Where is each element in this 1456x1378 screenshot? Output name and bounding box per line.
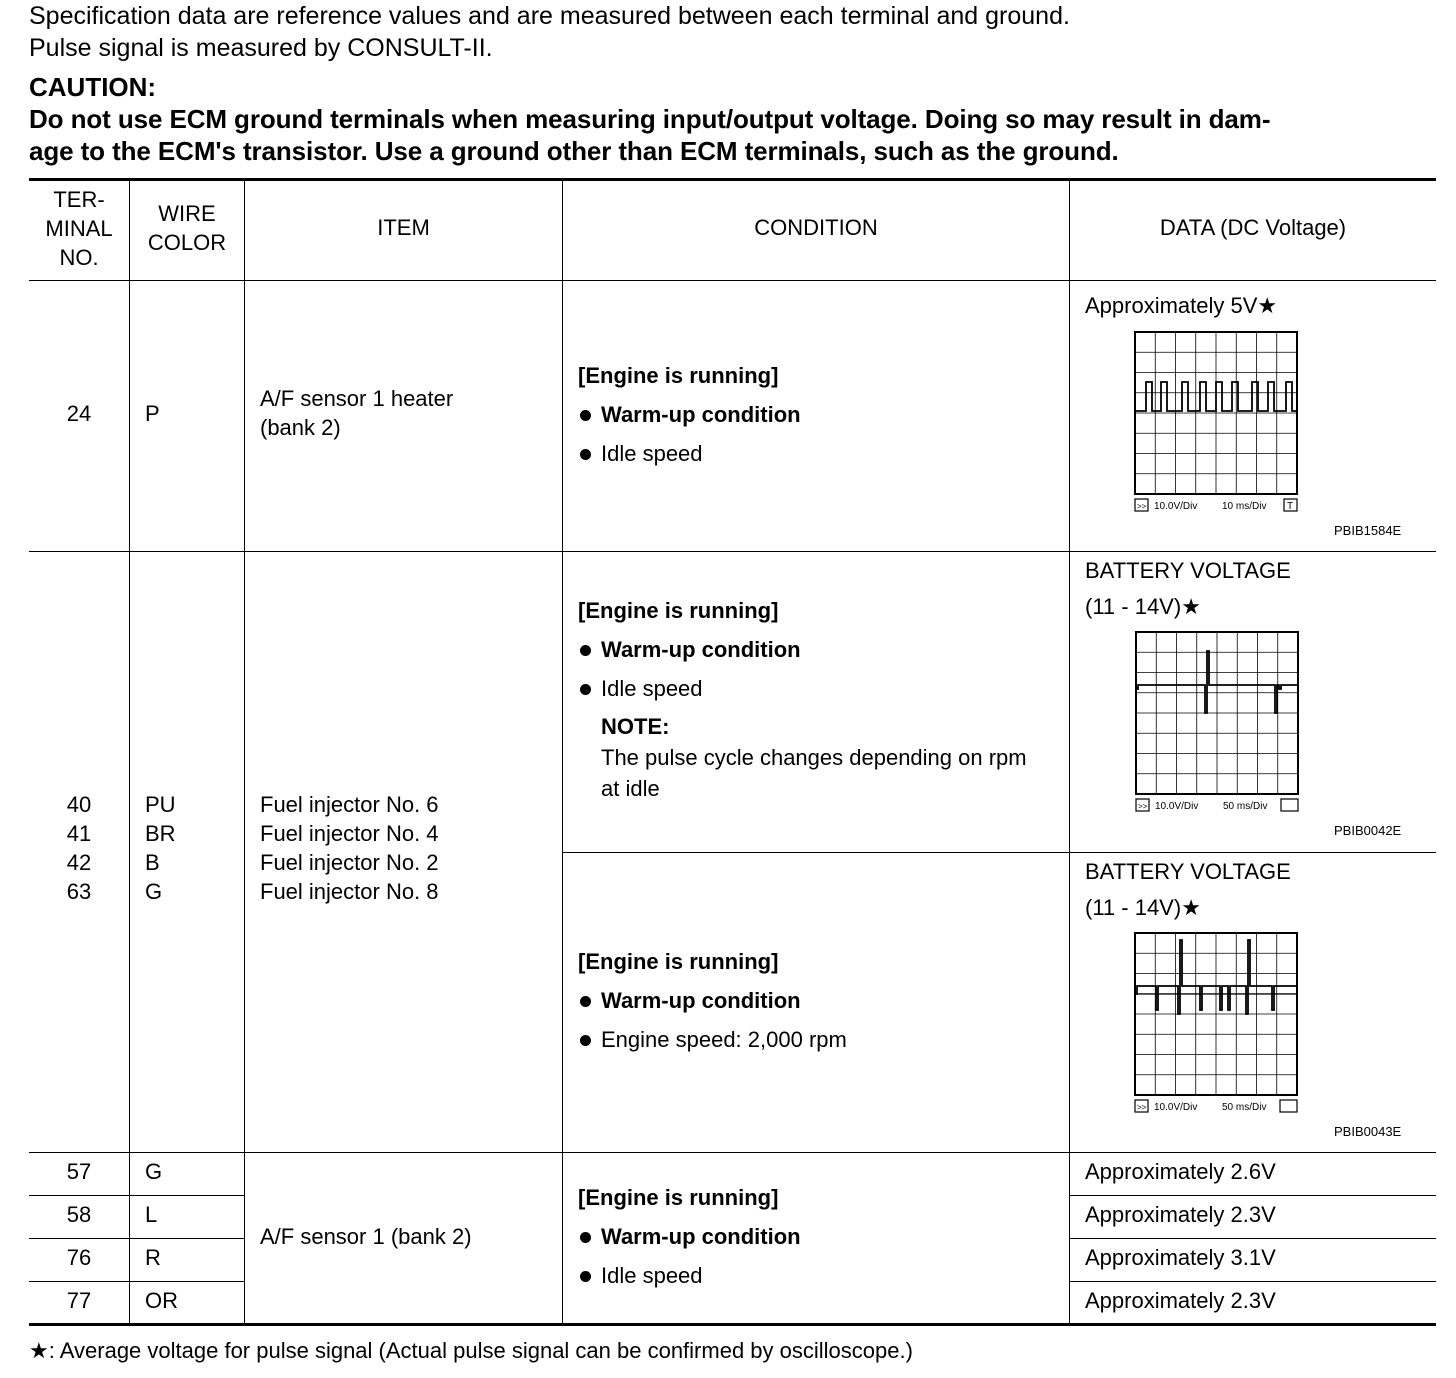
header-data: DATA (DC Voltage) [1159, 215, 1347, 240]
line-rule [29, 1238, 245, 1239]
scope-time: 50 ms/Div [1223, 801, 1268, 812]
wire-color: P [145, 401, 160, 426]
note-title: NOTE: [601, 714, 670, 739]
scope-scale: 10.0V/Div [1155, 801, 1199, 812]
star-icon: ★ [1181, 895, 1201, 920]
wire-color: B [145, 850, 160, 875]
wire-color: PU [145, 792, 176, 817]
figure-code: PBIB1584E [1334, 523, 1402, 538]
data-value: Approximately 2.6V [1085, 1159, 1276, 1184]
star-icon: ★ [1257, 293, 1278, 318]
item-af-sensor: A/F sensor 1 (bank 2) [260, 1224, 472, 1249]
sub-row-rule [562, 852, 1436, 853]
header-terminal-l2: MINAL [45, 216, 113, 241]
data-value [1085, 857, 1291, 922]
row-rule [29, 551, 1436, 552]
condition-block [578, 947, 847, 1054]
condition-title: [Engine is running] [578, 363, 779, 388]
oscilloscope-waveform-2000rpm [1134, 932, 1299, 1114]
data-text: (11 - 14V) [1085, 895, 1182, 920]
terminal-40: 40 [66, 792, 92, 817]
column-rule [562, 178, 563, 1324]
terminal-24: 24 [66, 401, 92, 426]
condition-bullet: Idle speed [578, 674, 1027, 703]
data-value: Approximately 3.1V [1085, 1245, 1276, 1270]
header-wire-l2: COLOR [147, 230, 227, 255]
condition-title: [Engine is running] [578, 598, 779, 623]
header-item: ITEM [377, 215, 430, 240]
condition-bullet: Engine speed: 2,000 rpm [578, 1025, 847, 1054]
wire-color: L [145, 1202, 158, 1227]
scope-mark: T [1287, 501, 1294, 512]
data-text: (11 - 14V) [1085, 594, 1182, 619]
figure-code: PBIB0042E [1334, 823, 1402, 838]
figure-code: PBIB0043E [1334, 1124, 1402, 1139]
condition-bullet: Idle speed [578, 1261, 801, 1290]
data-value: Approximately 2.3V [1085, 1288, 1276, 1313]
scope-time: 50 ms/Div [1222, 1102, 1267, 1113]
condition-bullet: Warm-up condition [578, 635, 1027, 664]
table-bottom-rule [29, 1323, 1436, 1326]
data-text: BATTERY VOLTAGE [1085, 558, 1291, 583]
intro [29, 0, 1449, 167]
terminal-57: 57 [66, 1159, 92, 1184]
header-terminal [29, 185, 129, 272]
condition-bullet: Warm-up condition [578, 986, 847, 1015]
item-injector: Fuel injector No. 4 [260, 821, 439, 846]
data-value [1085, 291, 1277, 320]
table-top-rule [29, 178, 1436, 181]
condition-title: [Engine is running] [578, 949, 779, 974]
terminal-41: 41 [66, 821, 92, 846]
note-text: The pulse cycle changes depending on rpm [601, 745, 1027, 770]
condition-bullet: Warm-up condition [578, 1222, 801, 1251]
item-injector: Fuel injector No. 6 [260, 792, 439, 817]
items-injector [260, 790, 439, 906]
wire-color: G [145, 1159, 163, 1184]
header-wire-color [130, 199, 244, 257]
data-value [1085, 556, 1291, 621]
terminal-42: 42 [66, 850, 92, 875]
column-rule [129, 178, 130, 1324]
scope-scale: 10.0V/Div [1154, 501, 1198, 512]
terminal-76: 76 [66, 1245, 92, 1270]
condition-bullet: Idle speed [578, 439, 801, 468]
row-rule [29, 1152, 1436, 1153]
star-icon: ★ [1181, 594, 1201, 619]
header-terminal-l3: NO. [59, 245, 99, 270]
line-rule [29, 1281, 245, 1282]
wire-color: R [145, 1245, 161, 1270]
oscilloscope-waveform-24 [1134, 331, 1299, 513]
column-rule [1069, 178, 1070, 1324]
terminal-63: 63 [66, 879, 92, 904]
wire-color: BR [145, 821, 176, 846]
condition-block [578, 596, 1027, 803]
scope-scale: 10.0V/Div [1154, 1102, 1198, 1113]
header-rule [29, 280, 1436, 281]
line-rule [1069, 1195, 1436, 1196]
item-af-heater [260, 384, 453, 442]
item-injector: Fuel injector No. 8 [260, 879, 439, 904]
header-condition: CONDITION [754, 215, 878, 240]
wires-injector [145, 790, 176, 906]
item-injector: Fuel injector No. 2 [260, 850, 439, 875]
wire-color: G [145, 879, 163, 904]
caution-title: CAUTION: [29, 72, 157, 102]
data-value: Approximately 2.3V [1085, 1202, 1276, 1227]
condition-block [578, 1183, 801, 1290]
svg-text:>>: >> [1137, 1103, 1147, 1112]
pulse-note: Pulse signal is measured by CONSULT-II. [29, 34, 493, 62]
item-l1: A/F sensor 1 heater [260, 386, 454, 411]
terminal-table [29, 178, 1436, 1326]
spec-note: Specification data are reference values and are measured between each terminal and ground. [29, 2, 1070, 30]
svg-text:>>: >> [1137, 502, 1147, 511]
wire-color: OR [145, 1288, 178, 1313]
condition-title: [Engine is running] [578, 1185, 779, 1210]
column-rule [244, 178, 245, 1324]
item-l2: (bank 2) [260, 415, 341, 440]
star-icon: ★ [29, 1338, 49, 1363]
line-rule [1069, 1238, 1436, 1239]
footnote-text: : Average voltage for pulse signal (Actual pulse signal can be confirmed by oscilloscope.) [48, 1338, 913, 1363]
header-terminal-l1: TER- [53, 187, 105, 212]
oscilloscope-waveform-idle [1135, 631, 1300, 813]
data-text: BATTERY VOLTAGE [1085, 859, 1291, 884]
note [578, 712, 1027, 803]
footnote [29, 1336, 913, 1366]
line-rule [1069, 1281, 1436, 1282]
svg-text:>>: >> [1138, 802, 1148, 811]
terminal-58: 58 [66, 1202, 92, 1227]
caution-line-1: Do not use ECM ground terminals when measuring input/output voltage. Doing so may result in dam- [29, 104, 1271, 134]
condition-bullet: Warm-up condition [578, 400, 801, 429]
caution-line-2: age to the ECM's transistor. Use a ground other than ECM terminals, such as the ground. [29, 136, 1119, 166]
note-text: at idle [601, 776, 660, 801]
data-text: Approximately 5V [1085, 293, 1258, 318]
header-wire-l1: WIRE [158, 201, 216, 226]
line-rule [29, 1195, 245, 1196]
terminal-77: 77 [66, 1288, 92, 1313]
scope-time: 10 ms/Div [1222, 501, 1267, 512]
terminals-injector [29, 790, 129, 906]
condition-block [578, 361, 801, 468]
